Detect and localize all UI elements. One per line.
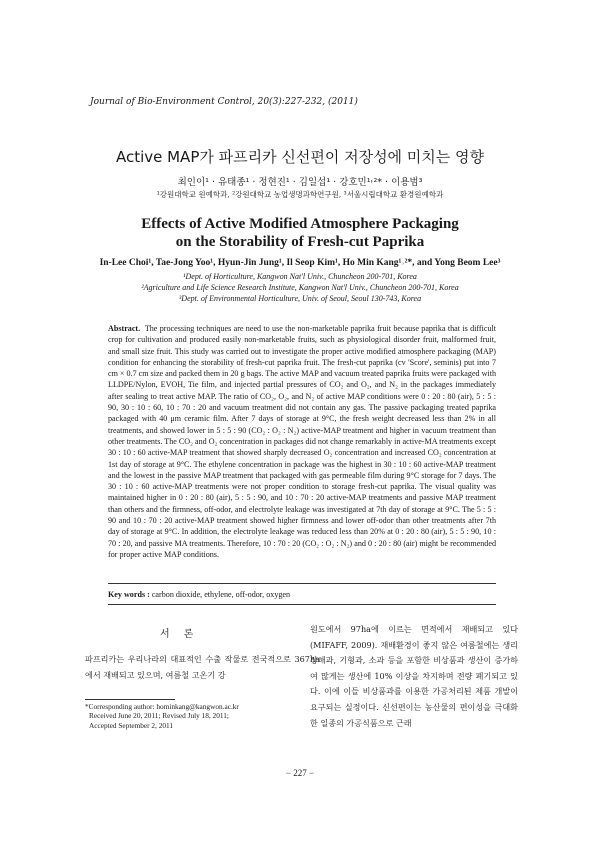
abstract	[108, 323, 496, 560]
footnote-received: Received June 20, 2011; Revised July 18, 2011;	[89, 711, 229, 721]
section-heading: 서론	[160, 629, 208, 640]
journal-citation: Journal of Bio-Environment Control, 20(3):227-232, (2011)	[90, 97, 358, 107]
keywords	[108, 590, 290, 599]
english-title-line1: Effects of Active Modified Atmosphere Packaging	[141, 216, 459, 232]
english-title-line2: on the Storability of Fresh-cut Paprika	[175, 234, 425, 250]
english-authors: In-Lee Choi¹, Tae-Jong Yoo¹, Hyun-Jin Jung¹, Il Seop Kim¹, Ho Min Kang¹˒²*, and Yong Beom Lee³	[99, 258, 501, 268]
keywords-label: Key words :	[108, 590, 150, 599]
left-column-text: 파프리카는 우리나라의 대표적인 수출 작물로 전국적으로 367ha에서 재배되고 있으며, 여름철 고온기 강	[85, 654, 320, 680]
keywords-top-rule	[108, 583, 496, 584]
page-number: − 227 −	[285, 768, 315, 778]
footnote-accepted: Accepted September 2, 2011	[89, 720, 174, 730]
abstract-text: The processing techniques are need to use the non-marketable paprika fruit because paprika that is difficult crop for cultivation and produced easily non-marketable fruits, such as physiological disorder fruit, malformed fruit, and small size fruit. This study was carried out to investigate the proper active modified atmosphere packaging (MAP) condition for enhancing the storability of fresh-cut paprika fruit. The fresh-cut paprika (cv 'Score', seminis) put into 7 cm × 0.7 cm size and packed them in 20 g bags. The active MAP and vacuum treated paprika fruits were packaged with LLDPE/Nylon, EVOH, Tie film, and injected partial pressures of CO₂ and O₂, and N₂ in the packages immediately after sealing to treat active MAP. The ratio of CO₂, O₂, and N₂ of active MAP conditions were 0 : 20 : 80 (air), 5 : 5 : 90, 30 : 10 : 60, 10 : 70 : 20 and vacuum treatment did not contain any gas. The passive packaging treated paprika packaged with 40 μm ceramic film. After 7 days of storage at 9°C, the fresh weight decreased less than 2% in all treatments, and showed lower in 5 : 5 : 90 (CO₂ : O₂ : N₂) active-MAP treatment and higher in vacuum treatment than other treatments. The CO₂ and O₂ concentration in packages did not change remarkably in active-MA treatments except 30 : 10 : 60 active-MAP treatment that showed sharply decreased O₂ concentration and increased CO₂ concentration at 1st day of storage at 9°C. The ethylene concentration in package was the highest in 30 : 10 : 60 active-MAP treatment and the lowest in the passive MAP treatment that packaged with gas permeable film during 9°C storage for 7 days. The 30 : 10 : 60 active-MAP treatments were not proper condition to storage fresh-cut paprika. The visual quality was maintained higher in 0 : 20 : 80 (air), 5 : 5 : 90, and 10 : 70 : 20 active-MAP treatments and passive MAP treatment than others and the firmness, off-odor, and electrolyte leakage was investigated at 7th day of storage at 9°C. The 5 : 5 : 90 and 10 : 70 : 20 active-MAP treatment showed higher firmness and lower off-odor than other treatments after 7th day of storage at 9°C. In addition, the electrolyte leakage was reduced less than 20% at 0 : 20 : 80 (air), 5 : 5 : 90, 10 : 70 : 20, and passive MA treatments. Therefore, 10 : 70 : 20 (CO₂ : O₂ : N₂) and 0 : 20 : 80 (air) might be recommended for proper active MAP conditions.	[108, 324, 496, 559]
affiliation-3: ³Dept. of Environmental Horticulture, Univ. of Seoul, Seoul 130-743, Korea	[178, 294, 422, 304]
keywords-bottom-rule	[108, 604, 496, 605]
english-affiliations	[0, 271, 600, 305]
footnote-rule	[85, 699, 175, 700]
footnote-corresponding: *Corresponding author: hominkang@kangwon.ac.kr	[85, 702, 239, 711]
affiliation-2: ²Agriculture and Life Science Research Institute, Kangwon Nat'l Univ., Chuncheon 200-701, Korea	[141, 283, 459, 293]
english-title	[0, 215, 600, 251]
korean-affiliations: ¹강원대학교 원예학과, ²강원대학교 농업생명과학연구원, ³서울시립대학교 환경원예학과	[156, 190, 444, 199]
abstract-label: Abstract.	[108, 324, 141, 333]
footnote	[85, 702, 315, 730]
keywords-text: carbon dioxide, ethylene, off-odor, oxygen	[151, 590, 291, 599]
korean-authors: 최인이¹ · 유태종¹ · 정현진¹ · 김일섭¹ · 강호민¹˒²* · 이용범³	[177, 177, 423, 188]
right-column-text: 원도에서 97ha에 이르는 면적에서 재배되고 있다(MIFAFF, 2009). 재배환경이 좋지 않은 여름철에는 생리장해과, 기형과, 소과 등을 포함한 비상품과 생산이 증가하여 많게는 생산에 10% 이상을 차지하며 전량 폐기되고 있다. 이에 이들 비상품과를 이용한 가공처리된 제품 개발이 요구되는 실정이다. 신선편이는 농산물의 편이성을 극대화한 일종의 가공식품으로 근래	[310, 624, 518, 728]
affiliation-1: ¹Dept. of Horticulture, Kangwon Nat'l Univ., Chuncheon 200-701, Korea	[183, 272, 417, 281]
korean-title: Active MAP가 파프리카 신선편이 저장성에 미치는 영향	[115, 148, 485, 166]
